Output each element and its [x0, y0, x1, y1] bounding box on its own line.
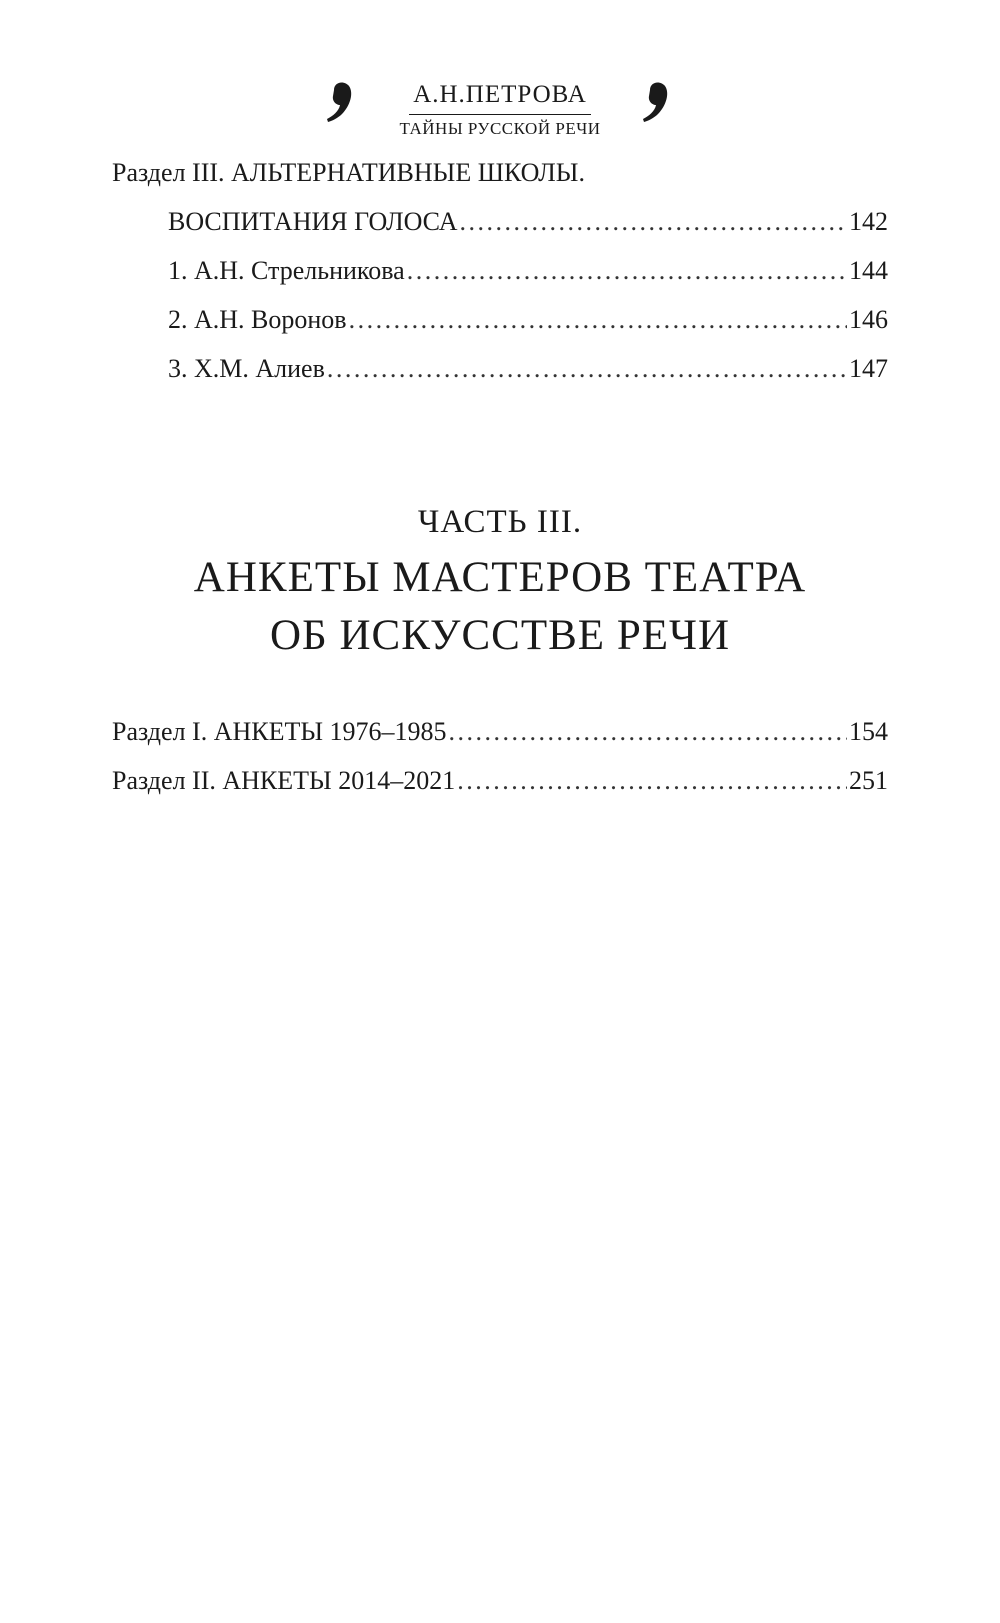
toc-page-number: 147: [849, 354, 888, 383]
toc-leader: [460, 205, 847, 239]
toc-item: [112, 764, 888, 798]
toc-label: Раздел I. АНКЕТЫ 1976–1985: [112, 717, 447, 746]
toc-leader: [327, 352, 847, 386]
comma-ornament-icon: [322, 72, 362, 132]
toc-leader: [407, 254, 847, 288]
part-title-line2: ОБ ИСКУССТВЕ РЕЧИ: [270, 612, 730, 659]
comma-ornament-icon: [638, 72, 678, 132]
header-center: [370, 80, 630, 141]
toc-page-number: 154: [849, 717, 888, 746]
toc-label: 1. А.Н. Стрельникова: [168, 256, 405, 285]
toc-item: [168, 352, 888, 386]
toc-section-heading-line2: [168, 205, 888, 239]
toc-leader: [349, 303, 847, 337]
part-heading: [0, 500, 1000, 664]
toc-page-number: 251: [849, 766, 888, 795]
toc-page-number: 146: [849, 305, 888, 334]
toc-label: 3. Х.М. Алиев: [168, 354, 325, 383]
toc-section-heading: Раздел III. АЛЬТЕРНАТИВНЫЕ ШКОЛЫ.: [112, 158, 585, 187]
toc-page-number: 144: [849, 256, 888, 285]
running-header: [0, 72, 1000, 142]
toc-item: [168, 303, 888, 337]
part-number: ЧАСТЬ III.: [417, 504, 583, 540]
toc-item: [168, 254, 888, 288]
part-title-line1: АНКЕТЫ МАСТЕРОВ ТЕАТРА: [193, 554, 807, 601]
toc-label: ВОСПИТАНИЯ ГОЛОСА: [168, 207, 458, 236]
toc-item: [112, 715, 888, 749]
toc-label: 2. А.Н. Воронов: [168, 305, 347, 334]
toc-page-number: 142: [849, 207, 888, 236]
toc-label: Раздел II. АНКЕТЫ 2014–2021: [112, 766, 456, 795]
book-title: ТАЙНЫ РУССКОЙ РЕЧИ: [399, 119, 601, 138]
toc-leader: [457, 764, 847, 798]
author-name: А.Н.ПЕТРОВА: [409, 80, 591, 115]
toc-leader: [449, 715, 847, 749]
